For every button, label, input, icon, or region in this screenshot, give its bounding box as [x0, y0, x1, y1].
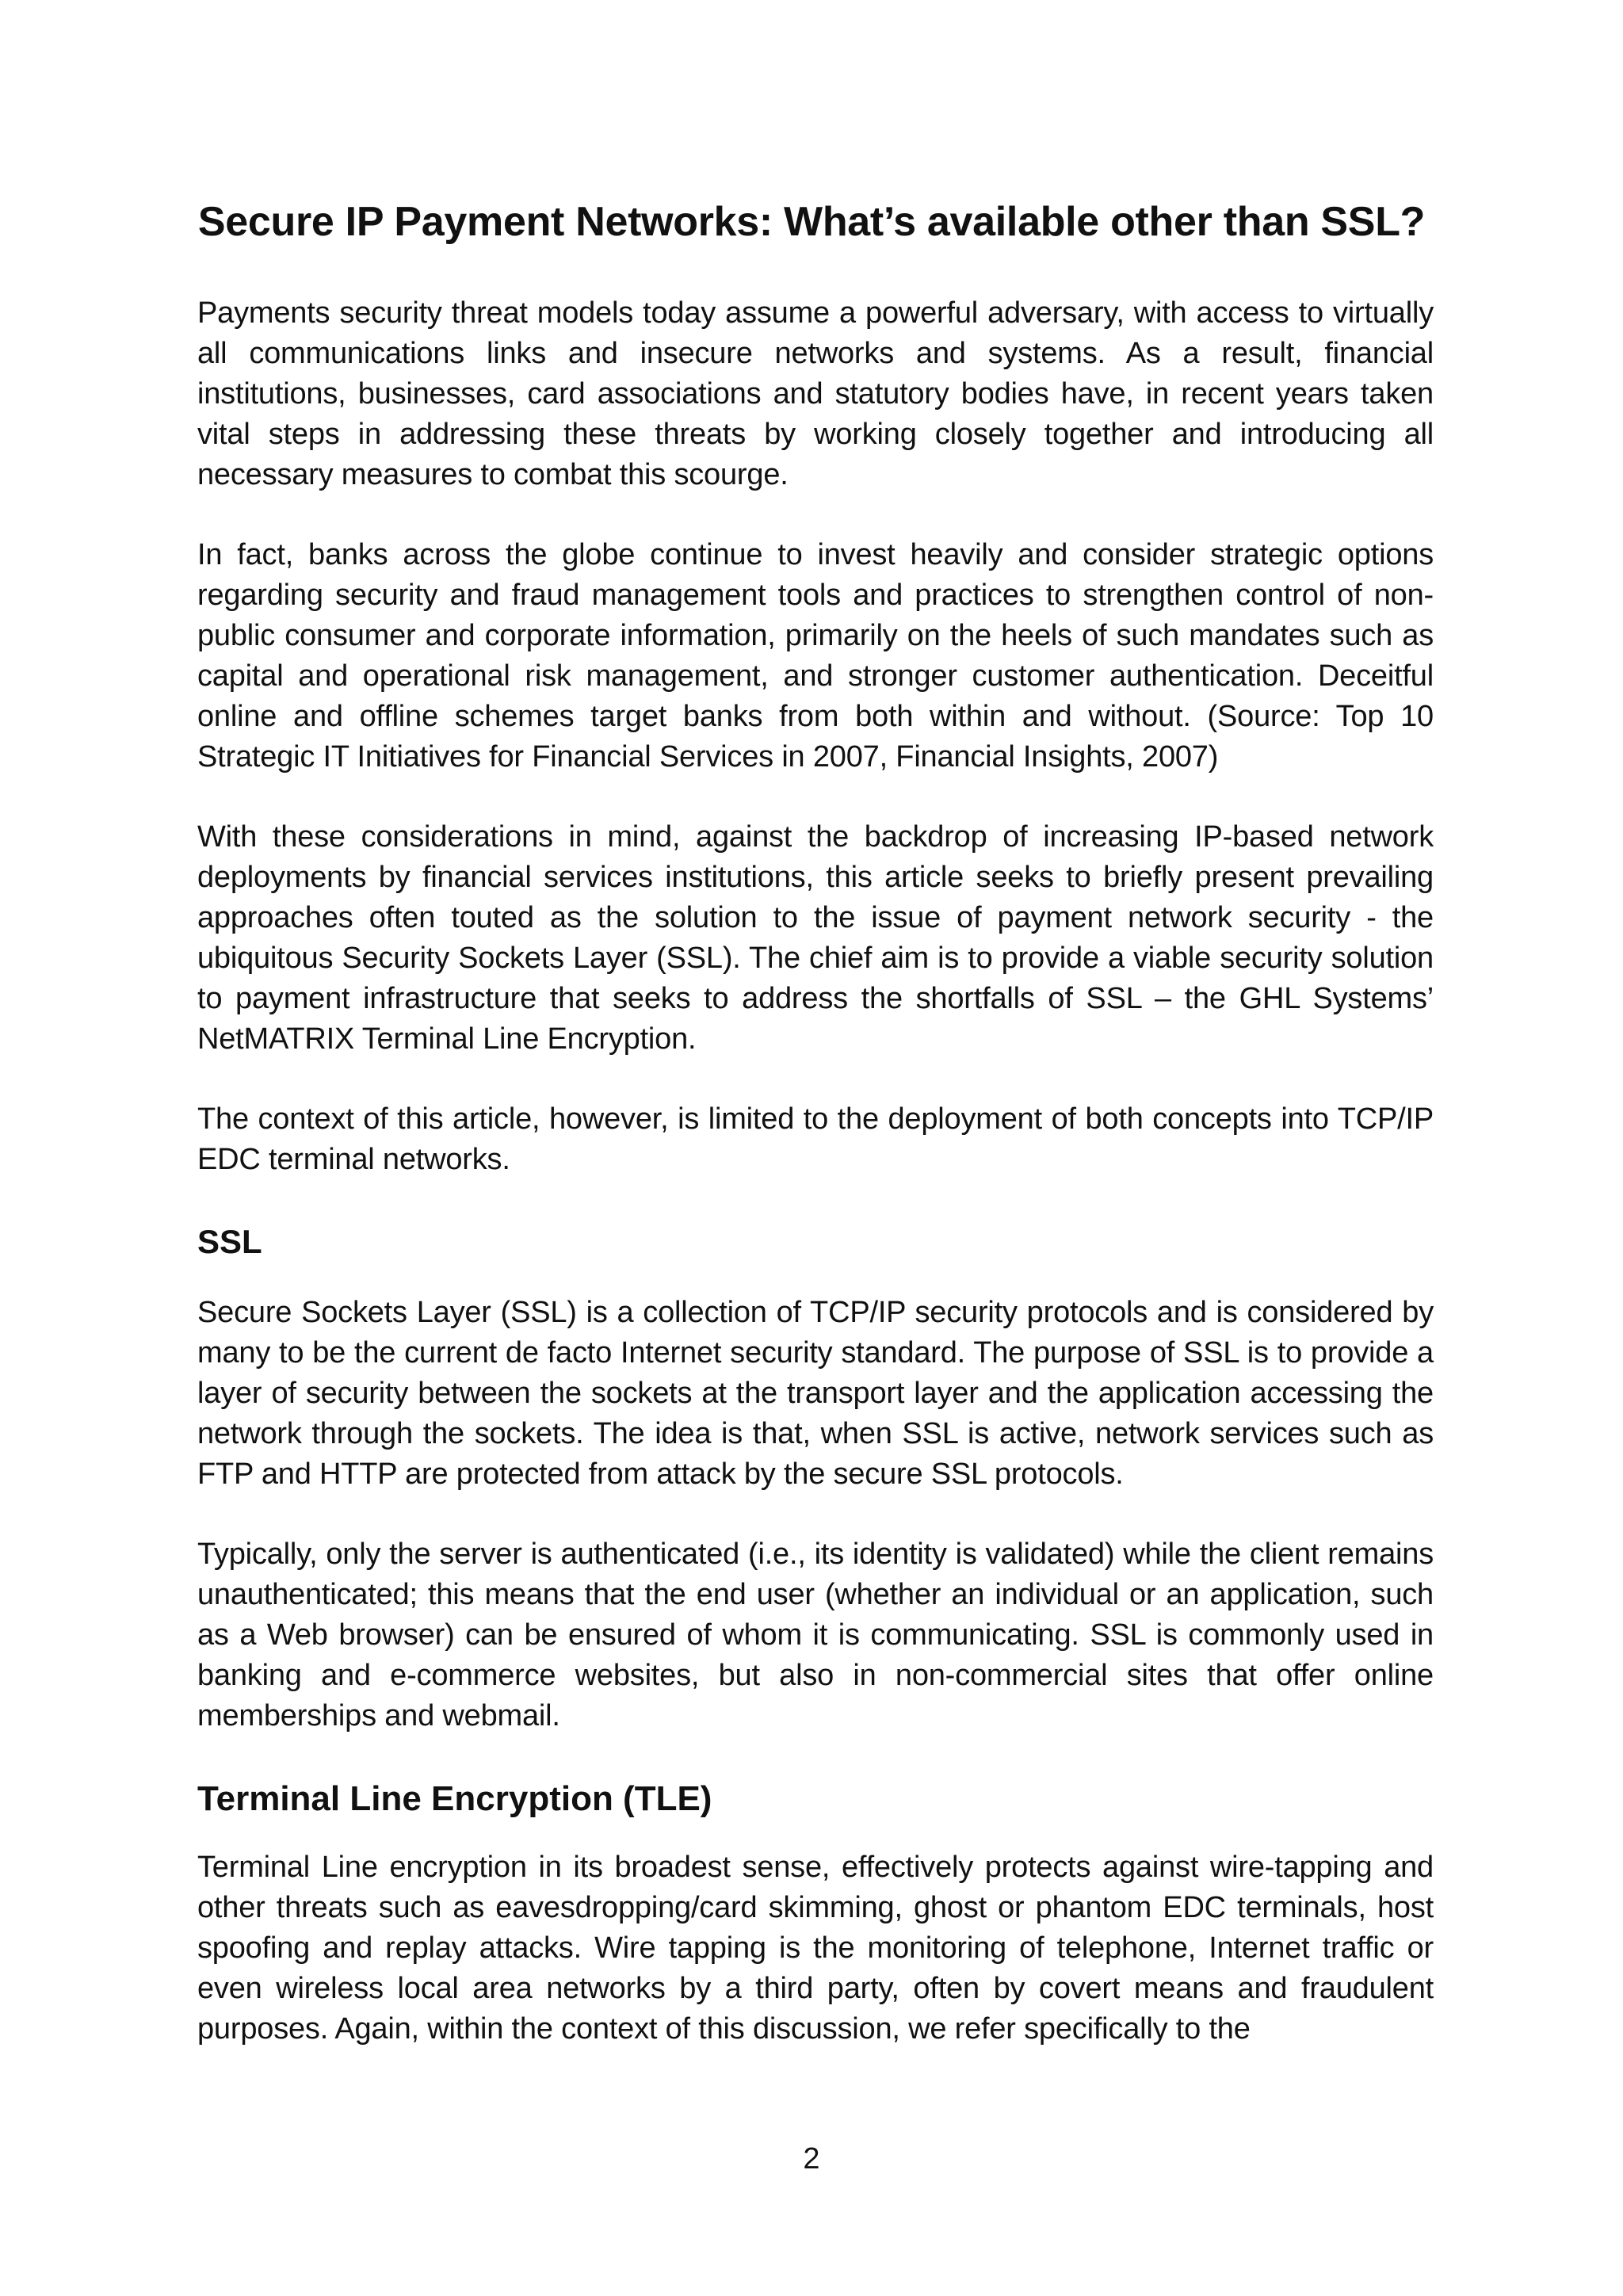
intro-paragraph-2: In fact, banks across the globe continue to invest heavily and consider strategic options regarding security and fraud management tools and practices to strengthen control of non-public consumer and corporate information, primarily on the heels of such mandates such as capital and operational risk management, and stronger customer authentication. Deceitful online and offline schemes target banks from both within and without. (Source: Top 10 Strategic IT Initiatives for Financial Services in 2007, Financial Insights, 2007) [197, 538, 1434, 774]
ssl-paragraph-1: Secure Sockets Layer (SSL) is a collection of TCP/IP security protocols and is considered by many to be the current de facto Internet security standard. The purpose of SSL is to provide a layer of security between the sockets at the transport layer and the application accessing the network through the sockets. The idea is that, when SSL is active, network services such as FTP and HTTP are protected from attack by the secure SSL protocols. [197, 1296, 1434, 1491]
document-title: Secure IP Payment Networks: What’s available other than SSL? [197, 199, 1426, 245]
document-body [197, 293, 1434, 2089]
tle-paragraph-1: Terminal Line encryption in its broadest sense, effectively protects against wire-tapping and other threats such as eavesdropping/card skimming, ghost or phantom EDC terminals, host spoofing and replay attacks. Wire tapping is the monitoring of telephone, Internet traffic or even wireless local area networks by a third party, often by covert means and fraudulent purposes. Again, within the context of this discussion, we refer specifically to the [197, 1851, 1434, 2046]
ssl-paragraph-2: Typically, only the server is authenticated (i.e., its identity is validated) while the client remains unauthenticated; this means that the end user (whether an individual or an application, such as a Web browser) can be ensured of whom it is communicating. SSL is commonly used in banking and e-commerce websites, but also in non-commercial sites that offer online memberships and webmail. [197, 1538, 1434, 1733]
intro-paragraph-4: The context of this article, however, is limited to the deployment of both concepts into TCP/IP EDC terminal networks. [197, 1102, 1434, 1176]
intro-paragraph-3: With these considerations in mind, against the backdrop of increasing IP-based network deployments by financial services institutions, this article seeks to briefly present prevailing approaches often touted as the solution to the issue of payment network security - the ubiquitous Security Sockets Layer (SSL). The chief aim is to provide a viable security solution to payment infrastructure that seeks to address the shortfalls of SSL – the GHL Systems’ NetMATRIX Terminal Line Encryption. [197, 820, 1434, 1056]
intro-paragraph-1: Payments security threat models today assume a powerful adversary, with access to virtually all communications links and insecure networks and systems. As a result, financial institutions, businesses, card associations and statutory bodies have, in recent years taken vital steps in addressing these threats by working closely together and introducing all necessary measures to combat this scourge. [197, 296, 1434, 491]
section-heading-tle: Terminal Line Encryption (TLE) [197, 1779, 712, 1818]
page-number: 2 [803, 2142, 820, 2176]
section-heading-ssl: SSL [197, 1223, 262, 1260]
